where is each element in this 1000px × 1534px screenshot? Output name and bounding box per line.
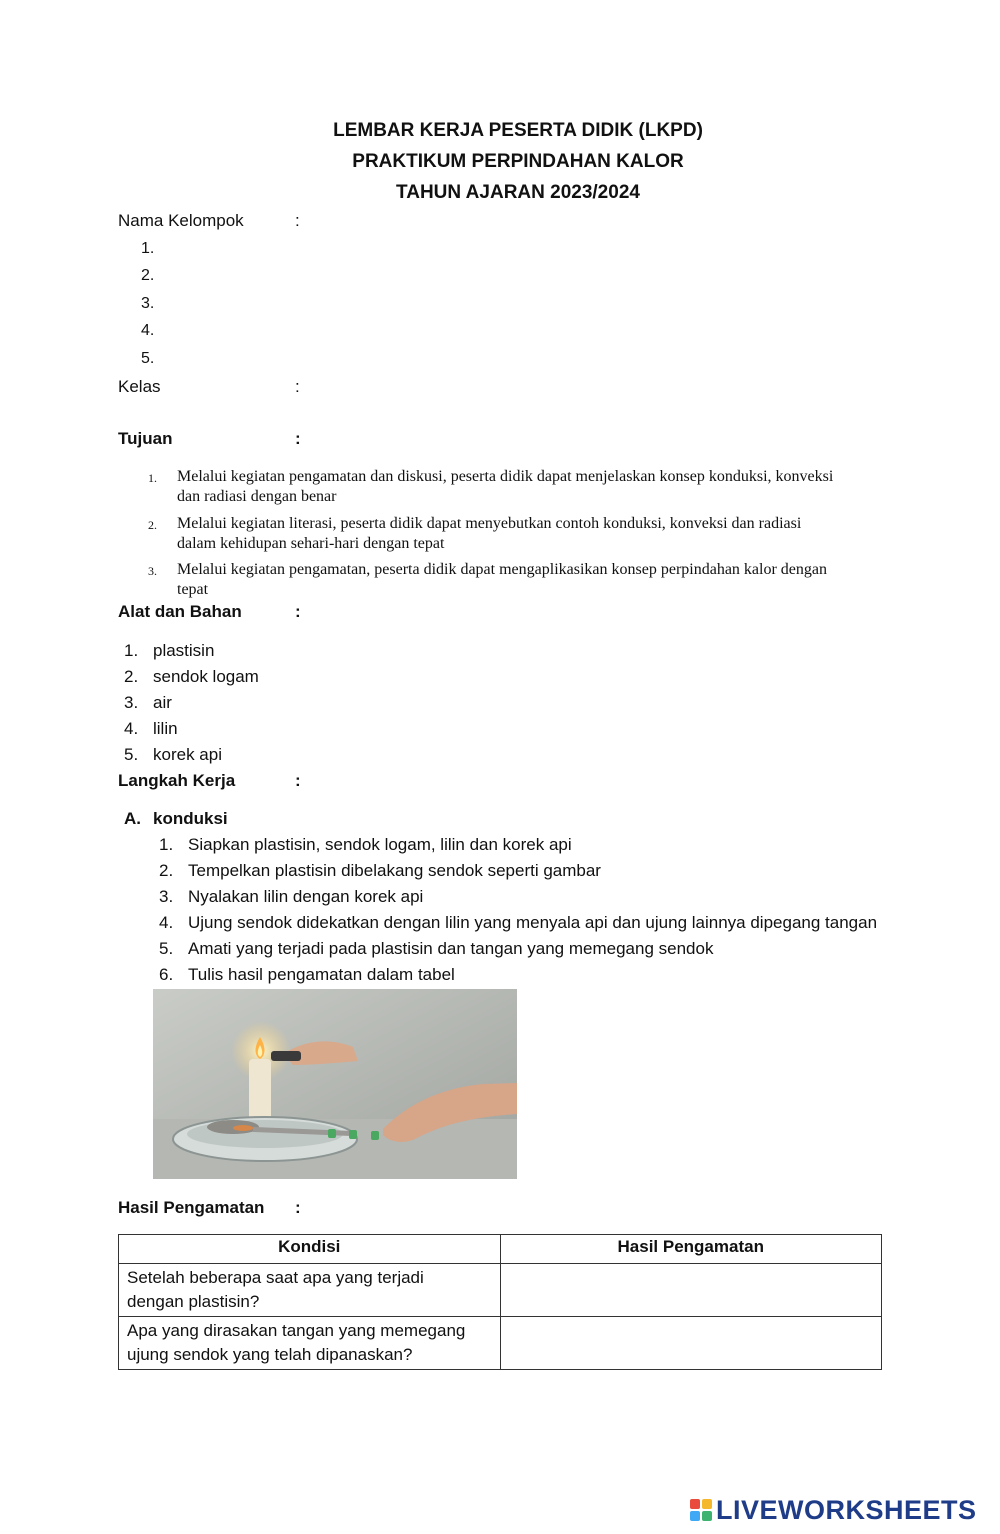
material-item: korek api [153, 745, 222, 764]
group-name-label: Nama Kelompok [118, 211, 244, 230]
column-header-condition: Kondisi [119, 1235, 501, 1264]
objective-line: Melalui kegiatan pengamatan, peserta didik dapat mengaplikasikan konsep perpindahan kalor dengan [177, 561, 827, 578]
condition-line: ujung sendok yang telah dipanaskan? [127, 1345, 413, 1364]
condition-line: Setelah beberapa saat apa yang terjadi [127, 1268, 424, 1287]
table-header-row [119, 1235, 882, 1264]
member-number: 2. [141, 267, 155, 284]
material-item: lilin [153, 719, 178, 738]
step-number: 5. [159, 939, 174, 958]
materials-colon: : [295, 602, 301, 621]
table-row [119, 1264, 882, 1317]
experiment-photo [153, 989, 517, 1179]
section-title: konduksi [153, 809, 228, 828]
material-number: 1. [124, 641, 139, 660]
condition-line: Apa yang dirasakan tangan yang memegang [127, 1321, 466, 1340]
objective-item [177, 560, 927, 600]
group-name-colon: : [295, 211, 300, 230]
class-colon: : [295, 377, 300, 396]
step-item: Siapkan plastisin, sendok logam, lilin dan korek api [188, 835, 572, 854]
step-number: 1. [159, 835, 174, 854]
objectives-heading: Tujuan [118, 429, 173, 448]
material-item: sendok logam [153, 667, 259, 686]
results-colon: : [295, 1198, 301, 1217]
member-number: 4. [141, 322, 155, 339]
condition-cell [119, 1264, 501, 1317]
material-number: 2. [124, 667, 139, 686]
column-header-result: Hasil Pengamatan [500, 1235, 882, 1264]
section-letter: A. [124, 809, 141, 828]
member-number: 3. [141, 295, 155, 312]
material-number: 5. [124, 745, 139, 764]
step-number: 3. [159, 887, 174, 906]
objective-line: tepat [177, 581, 209, 598]
objective-number: 3. [148, 564, 157, 578]
material-item: plastisin [153, 641, 215, 660]
title-line-1: LEMBAR KERJA PESERTA DIDIK (LKPD) [333, 120, 703, 141]
material-item: air [153, 693, 172, 712]
materials-heading: Alat dan Bahan [118, 602, 242, 621]
objective-number: 1. [148, 471, 157, 485]
results-heading: Hasil Pengamatan [118, 1198, 265, 1217]
condition-line: dengan plastisin? [127, 1292, 260, 1311]
step-item: Amati yang terjadi pada plastisin dan tangan yang memegang sendok [188, 939, 714, 958]
objective-line: Melalui kegiatan literasi, peserta didik dapat menyebutkan contoh konduksi, konveksi dan radiasi [177, 515, 802, 532]
liveworksheets-logo [690, 1493, 977, 1527]
member-number: 5. [141, 350, 155, 367]
step-item: Tempelkan plastisin dibelakang sendok seperti gambar [188, 861, 601, 880]
step-number: 4. [159, 913, 174, 932]
brand-name: LIVEWORKSHEETS [716, 1494, 977, 1525]
class-label: Kelas [118, 377, 161, 396]
objective-item [177, 514, 927, 554]
step-item: Ujung sendok didekatkan dengan lilin yang menyala api dan ujung lainnya dipegang tangan [188, 913, 878, 932]
condition-cell [119, 1317, 501, 1370]
objective-number: 2. [148, 518, 157, 532]
objective-line: Melalui kegiatan pengamatan dan diskusi, peserta didik dapat menjelaskan konsep konduksi, konveksi [177, 468, 834, 485]
objective-line: dalam kehidupan sehari-hari dengan tepat [177, 535, 445, 552]
material-number: 3. [124, 693, 139, 712]
logo-cubes-icon [690, 1499, 712, 1521]
title-line-3: TAHUN AJARAN 2023/2024 [396, 182, 640, 203]
objectives-colon: : [295, 429, 301, 448]
step-number: 2. [159, 861, 174, 880]
procedure-heading: Langkah Kerja [118, 771, 236, 790]
procedure-colon: : [295, 771, 301, 790]
objective-item [177, 467, 927, 507]
step-item: Nyalakan lilin dengan korek api [188, 887, 424, 906]
table-row [119, 1317, 882, 1370]
step-number: 6. [159, 965, 174, 984]
result-answer-cell[interactable] [500, 1264, 882, 1317]
objective-line: dan radiasi dengan benar [177, 488, 337, 505]
material-number: 4. [124, 719, 139, 738]
observation-table [118, 1234, 882, 1370]
result-answer-cell[interactable] [500, 1317, 882, 1370]
title-line-2: PRAKTIKUM PERPINDAHAN KALOR [352, 151, 684, 172]
member-number: 1. [141, 240, 155, 257]
step-item: Tulis hasil pengamatan dalam tabel [188, 965, 455, 984]
